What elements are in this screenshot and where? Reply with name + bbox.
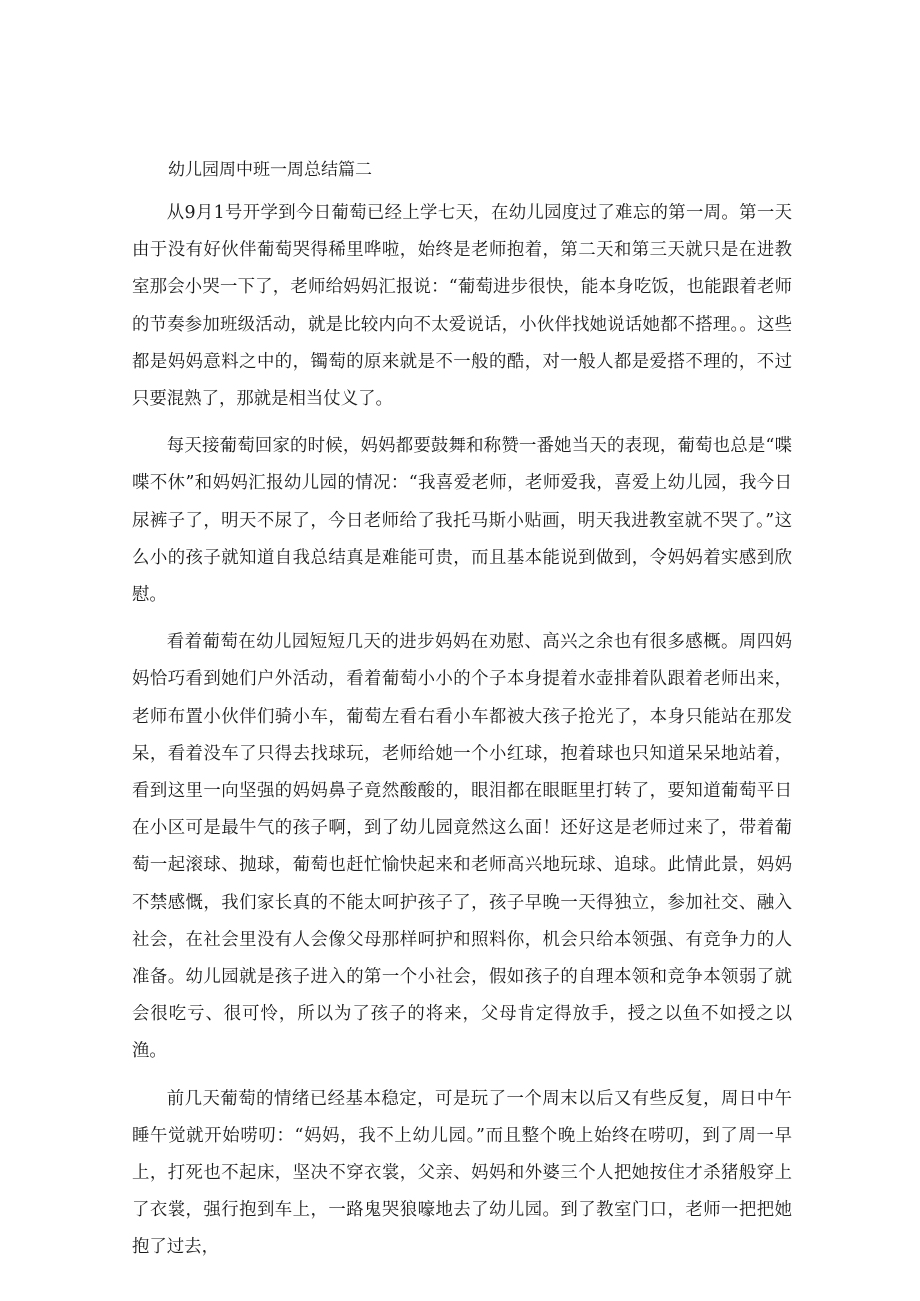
paragraph-1: 从9月1号开学到今日葡萄已经上学七天，在幼儿园度过了难忘的第一周。第一天由于没有好伙伴葡萄哭得稀里哗啦，始终是老师抱着，第二天和第三天就只是在进教室那会小哭一下了，老师给妈妈汇报说：“葡萄进步很快，能本身吃饭，也能跟着老师的节奏参加班级活动，就是比较内向不太爱说话，小伙伴找她说话她都不搭理。。这些都是妈妈意料之中的，镯萄的原来就是不一般的酷，对一般人都是爱搭不理的，不过只要混熟了，那就是相当仗义了。: [132, 203, 792, 410]
document-page: [132, 155, 792, 1277]
paragraph-4: 前几天葡萄的情绪已经基本稳定，可是玩了一个周末以后又有些反复，周日中午睡午觉就开始唠叨：“妈妈，我不上幼儿园。”而且整个晚上始终在唠叨，到了周一早上，打死也不起床，坚决不穿衣裳，父亲、妈妈和外婆三个人把她按住才杀猪般穿上了衣裳，强行抱到车上，一路鬼哭狼嚎地去了幼儿园。到了教室门口，老师一把把她抱了过去，: [132, 1088, 792, 1258]
document-title: 幼儿园周中班一周总结篇二: [168, 160, 372, 180]
paragraph-2: 每天接葡萄回家的时候，妈妈都要鼓舞和称赞一番她当天的表现，葡萄也总是“喋喋不休”和妈妈汇报幼儿园的情况：“我喜爱老师，老师爱我，喜爱上幼儿园，我今日尿裤子了，明天不尿了，今日老师给了我托马斯小贴画，明天我进教室就不哭了。”这么小的孩子就知道自我总结真是难能可贵，而且基本能说到做到，令妈妈着实感到欣慰。: [132, 436, 792, 606]
paragraph-3: 看着葡萄在幼儿园短短几天的进步妈妈在劝慰、高兴之余也有很多感概。周四妈妈恰巧看到她们户外活动，看着葡萄小小的个子本身提着水壶排着队跟着老师出来，老师布置小伙伴们骑小车，葡萄左看右看小车都被大孩子抢光了，本身只能站在那发呆，看着没车了只得去找球玩，老师给她一个小红球，抱着球也只知道呆呆地站着，看到这里一向坚强的妈妈鼻子竟然酸酸的，眼泪都在眼眶里打转了，要知道葡萄平日在小区可是最牛气的孩子啊，到了幼儿园竟然这么面！还好这是老师过来了，带着葡萄一起滚球、抛球，葡萄也赶忙愉快起来和老师高兴地玩球、追球。此情此景，妈妈不禁感慨，我们家长真的不能太呵护孩子了，孩子早晚一天得独立，参加社交、融入社会，在社会里没有人会像父母那样呵护和照料你，机会只给本领强、有竞争力的人准备。幼儿园就是孩子进入的第一个小社会，假如孩子的自理本领和竞争本领弱了就会很吃亏、很可怜，所以为了孩子的将来，父母肯定得放手，授之以鱼不如授之以渔。: [132, 632, 792, 1062]
